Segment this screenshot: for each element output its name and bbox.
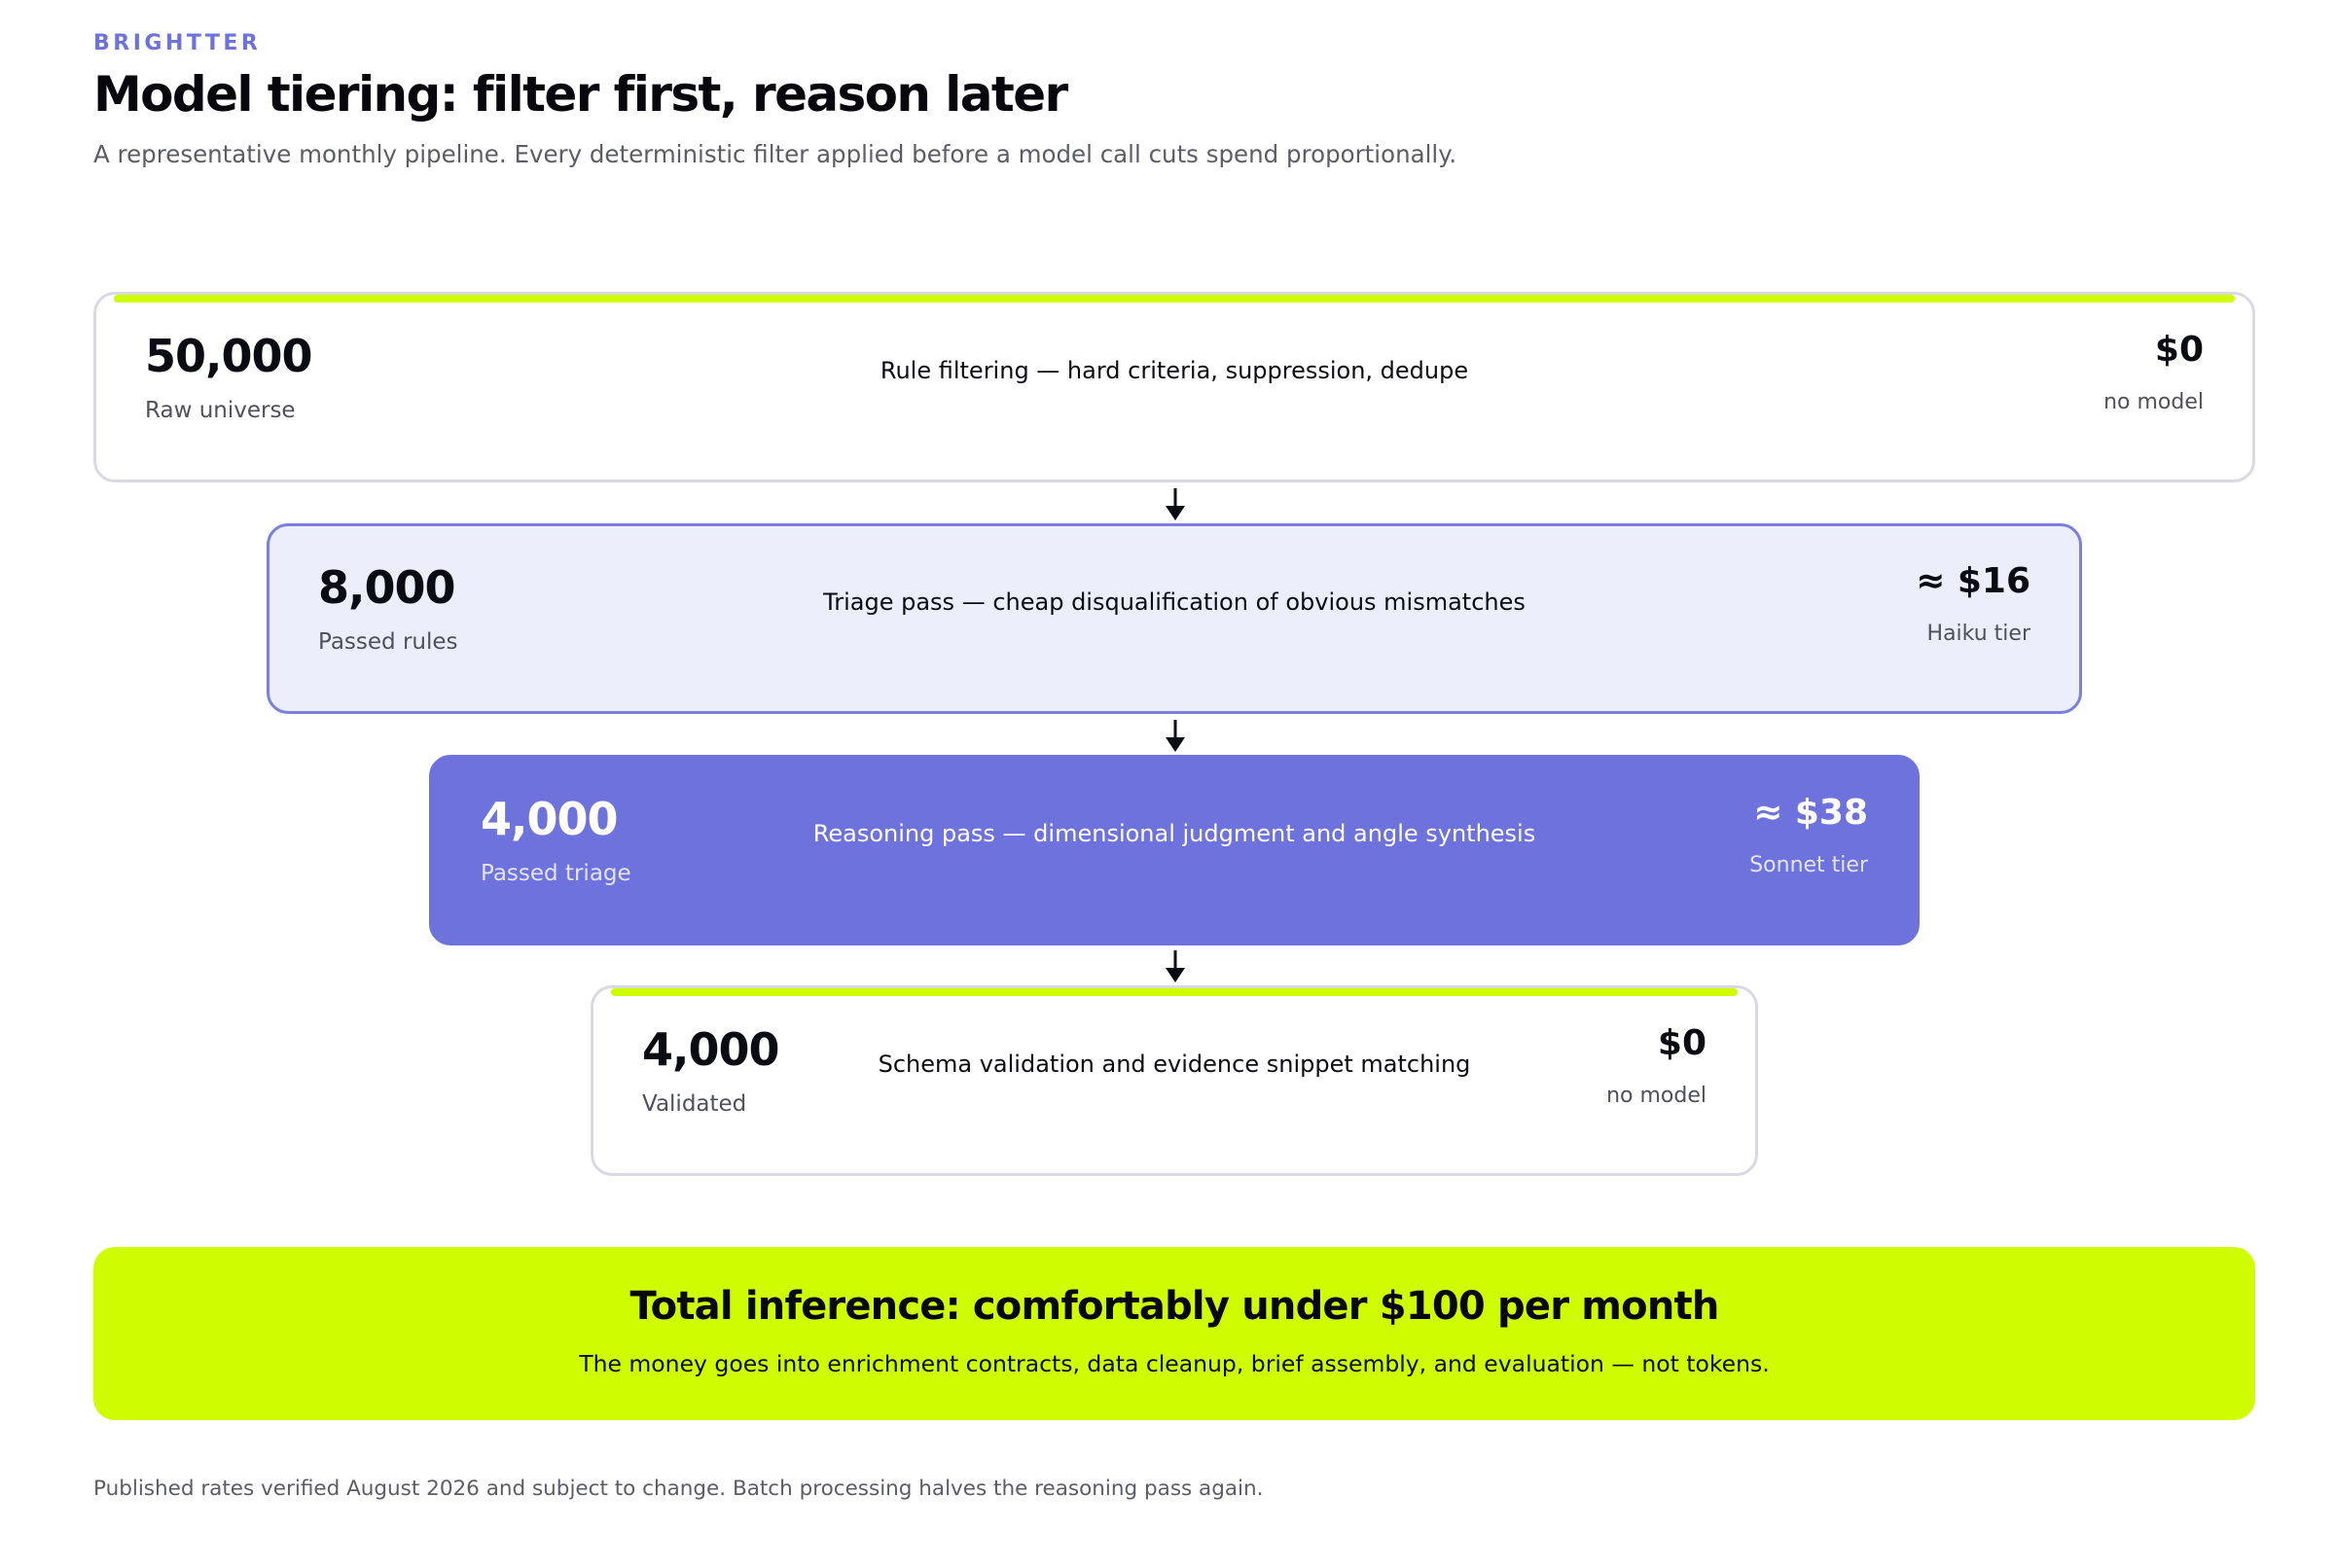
total-callout [93,1247,2255,1420]
stage-count: 8,000 [318,561,455,614]
stage-rule-filtering [93,292,2255,482]
brand-label: BRIGHTTER [93,31,262,55]
stage-description: Triage pass — cheap disqualification of obvious mismatches [823,588,1526,616]
stage-accent-bar [114,295,2235,303]
stage-cost: ≈ $38 [1753,793,1868,833]
down-arrow-icon [1164,488,1187,521]
stage-cost-label: no model [2103,390,2204,414]
stage-cost-label: Haiku tier [1926,622,2030,646]
total-title: Total inference: comfortably under $100 per month [629,1284,1719,1329]
stage-triage-pass [267,523,2082,714]
stage-description: Reasoning pass — dimensional judgment and angle synthesis [812,820,1536,847]
stage-count: 4,000 [642,1023,779,1076]
down-arrow-icon [1164,720,1187,753]
stage-cost-label: Sonnet tier [1749,853,1868,877]
stage-cost: $0 [1657,1023,1706,1063]
stage-reasoning-pass [429,755,1920,945]
stage-count-label: Passed rules [318,629,458,655]
stage-count: 50,000 [145,330,312,382]
stage-description: Rule filtering — hard criteria, suppression, dedupe [880,357,1469,384]
stage-count-label: Validated [642,1091,747,1117]
total-subtitle: The money goes into enrichment contracts, data cleanup, brief assembly, and evaluation — not tokens. [579,1350,1770,1377]
page-subtitle: A representative monthly pipeline. Every deterministic filter applied before a model call cuts spend proportionally. [93,140,1457,168]
stage-count: 4,000 [481,793,618,845]
stage-cost-label: no model [1606,1084,1706,1108]
stage-accent-bar [611,988,1738,996]
stage-count-label: Passed triage [481,861,631,886]
down-arrow-icon [1164,950,1187,983]
stage-cost: ≈ $16 [1916,561,2030,601]
stage-validation [591,985,1758,1176]
stage-description: Schema validation and evidence snippet matching [878,1051,1471,1078]
page-title: Model tiering: filter first, reason later [93,66,1067,123]
stage-cost: $0 [2154,330,2204,370]
stage-count-label: Raw universe [145,398,296,423]
footnote: Published rates verified August 2026 and subject to change. Batch processing halves the reasoning pass again. [93,1477,1264,1501]
